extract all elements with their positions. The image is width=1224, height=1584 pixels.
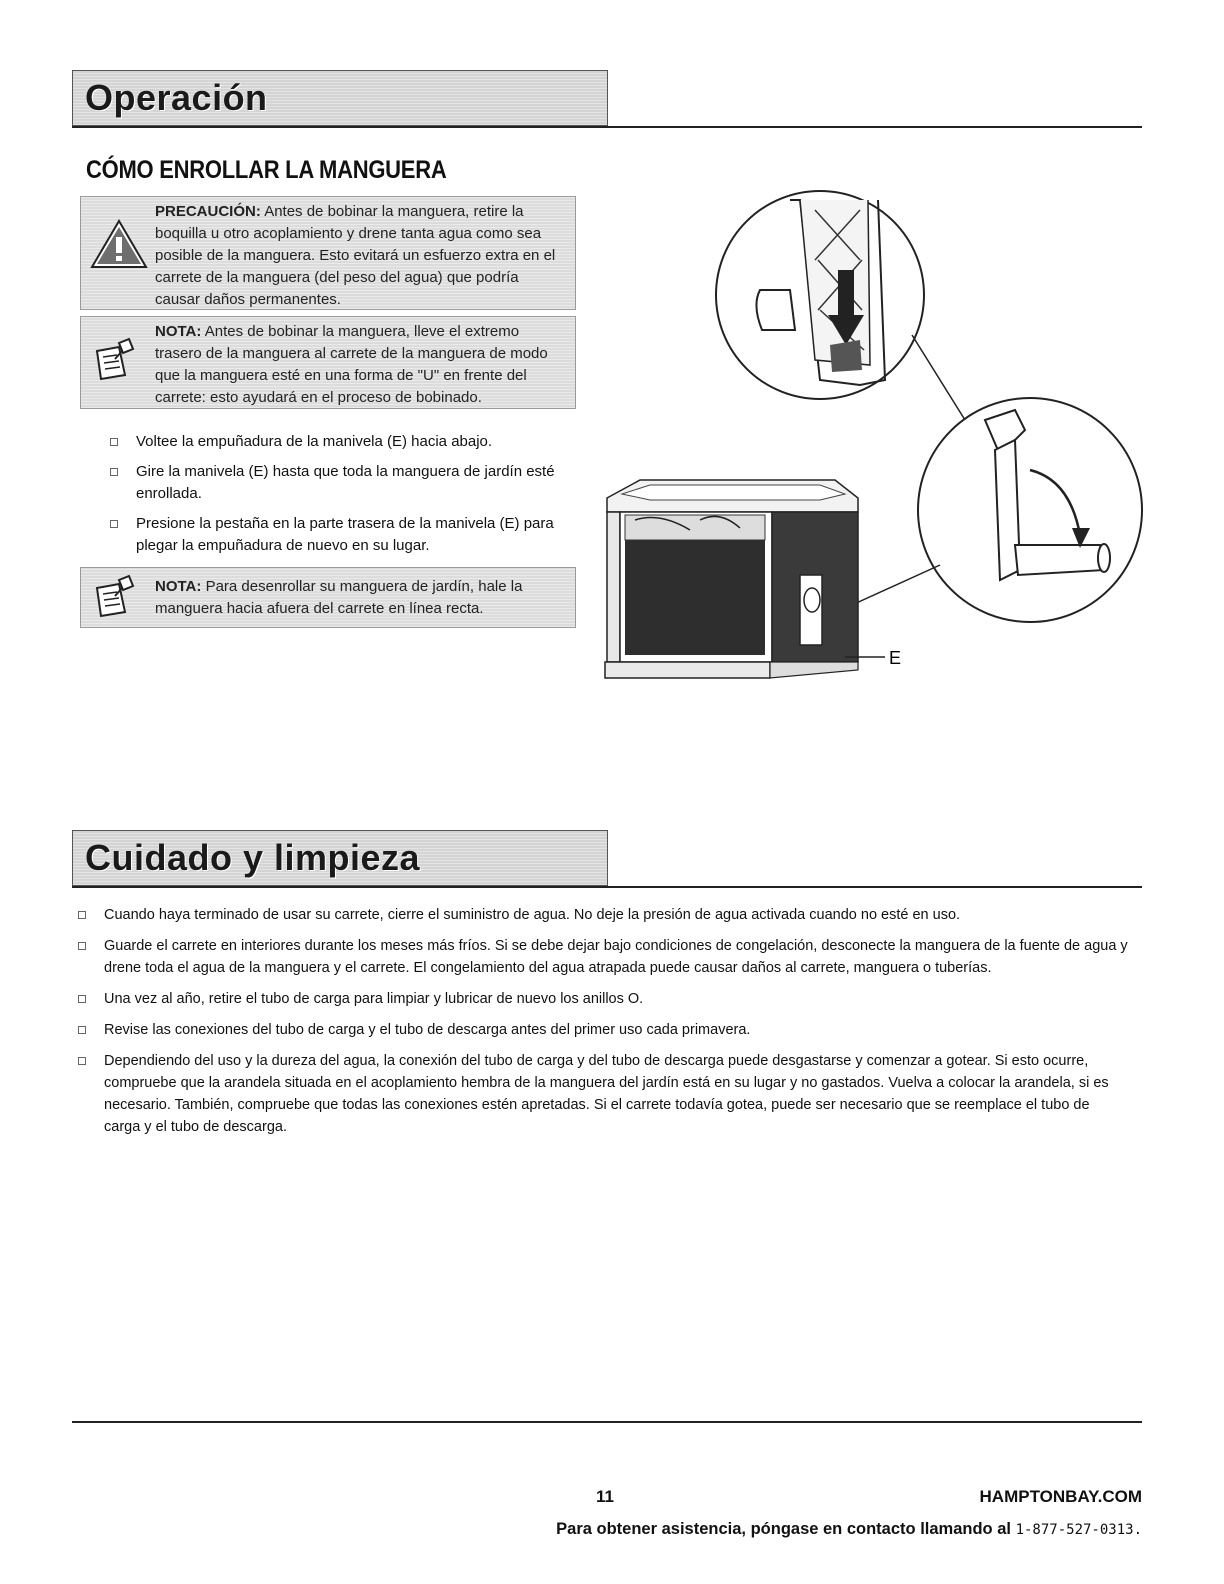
section-title: Cuidado y limpieza: [85, 837, 421, 878]
step-text: Presione la pestaña en la parte trasera de la manivela (E) para plegar la empuñadura de nuevo en su lugar.: [136, 515, 554, 554]
list-item: [110, 461, 580, 505]
steps-list: [110, 431, 580, 565]
checkbox-bullet-icon: [78, 995, 86, 1003]
list-item: [78, 1019, 1128, 1041]
contact-line: [556, 1520, 1142, 1539]
checkbox-bullet-icon: [110, 468, 118, 476]
figure-label-e: E: [889, 648, 902, 668]
step-text: Voltee la empuñadura de la manivela (E) hacia abajo.: [136, 433, 493, 450]
note-label: NOTA:: [155, 578, 202, 595]
care-text: Guarde el carrete en interiores durante los meses más fríos. Si se debe dejar bajo condiciones de congelación, desconecte la manguera de la fuente de agua y drene toda el agua de la manguera y el carrete. El congelamiento del agua atrapada puede causar daños al carrete, manguera o tuberías.: [104, 938, 1128, 976]
note-label: NOTA:: [155, 323, 202, 340]
caution-text: [155, 201, 561, 311]
checkbox-bullet-icon: [110, 520, 118, 528]
note-box: [80, 316, 576, 409]
list-item: [110, 513, 580, 557]
note-body: Antes de bobinar la manguera, lleve el extremo trasero de la manguera al carrete de la manguera de modo que la manguera esté en una forma de "U" en frente del carrete: esto ayudará en el proceso de bobinado.: [155, 323, 548, 406]
note-body: Para desenrollar su manguera de jardín, hale la manguera hacia afuera del carrete en línea recta.: [155, 578, 523, 617]
phone-number[interactable]: 1-877-527-0313.: [1015, 1522, 1142, 1538]
list-item: [78, 935, 1128, 979]
section-tab: [72, 830, 608, 886]
care-text: Revise las conexiones del tubo de carga y el tubo de descarga antes del primer uso cada primavera.: [104, 1022, 751, 1038]
caution-label: PRECAUCIÓN:: [155, 203, 261, 220]
section-tab: [72, 70, 608, 126]
care-text: Una vez al año, retire el tubo de carga para limpiar y lubricar de nuevo los anillos O.: [104, 991, 644, 1007]
footer-divider: [72, 1421, 1142, 1423]
checkbox-bullet-icon: [78, 1057, 86, 1065]
detail-circle-bottom: [918, 398, 1142, 622]
care-text: Dependiendo del uso y la dureza del agua, la conexión del tubo de carga y del tubo de descarga puede desgastarse y comenzar a gotear. Si esto ocurre, compruebe que la arandela situada en el acoplamiento hembra de la manguera del jardín está en su lugar y no gastados. Vuelva a colocar la arandela, si es necesario. También, compruebe que todas las conexiones estén apretadas. Si el carrete todavía gotea, puede ser necesario que se reemplace el tubo de carga y el tubo de descarga.: [104, 1053, 1109, 1135]
hose-reel-cabinet: [605, 480, 885, 678]
care-text: Cuando haya terminado de usar su carrete, cierre el suministro de agua. No deje la presión de agua activada cuando no esté en uso.: [104, 907, 961, 923]
step-text: Gire la manivela (E) hasta que toda la manguera de jardín esté enrollada.: [136, 463, 555, 502]
section-header-operacion: [72, 70, 1142, 128]
website-link[interactable]: HAMPTONBAY.COM: [979, 1487, 1142, 1506]
note-pin-icon: [89, 574, 141, 622]
list-item: [110, 431, 580, 453]
checkbox-bullet-icon: [110, 438, 118, 446]
note-pin-icon: [89, 337, 141, 385]
note-text: [155, 576, 561, 620]
section-divider: [72, 886, 1142, 888]
note-box: [80, 567, 576, 628]
contact-text: Para obtener asistencia, póngase en contacto llamando al: [556, 1520, 1011, 1538]
subsection-title: CÓMO ENROLLAR LA MANGUERA: [86, 156, 447, 184]
list-item: [78, 988, 1128, 1010]
section-title: Operación: [85, 77, 268, 118]
caution-body: Antes de bobinar la manguera, retire la boquilla u otro acoplamiento y drene tanta agua como sea posible de la manguera. Esto evitará un esfuerzo extra en el carrete de la manguera (del peso del agua) que podría causar daños permanentes.: [155, 203, 556, 308]
checkbox-bullet-icon: [78, 1026, 86, 1034]
hose-reel-illustration: [600, 160, 1160, 700]
caution-box: [80, 196, 576, 310]
note-text: [155, 321, 561, 409]
warning-triangle-icon: [89, 217, 149, 271]
page-number: 11: [596, 1487, 614, 1506]
section-divider: [72, 126, 1142, 128]
list-item: [78, 904, 1128, 926]
care-list: [78, 904, 1128, 1147]
checkbox-bullet-icon: [78, 942, 86, 950]
checkbox-bullet-icon: [78, 911, 86, 919]
section-header-cuidado: [72, 830, 1142, 888]
list-item: [78, 1050, 1128, 1138]
